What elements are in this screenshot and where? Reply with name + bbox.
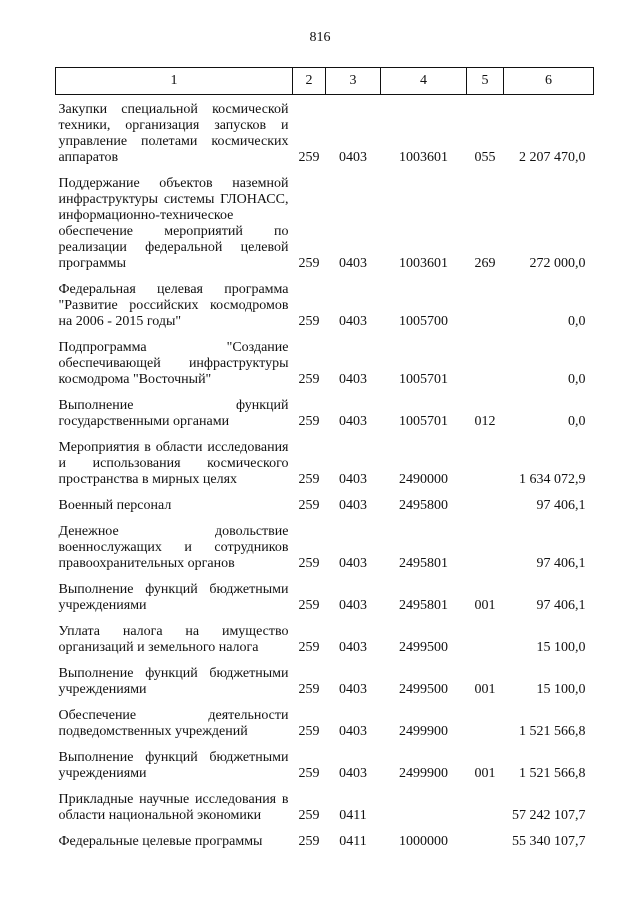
row-col-4: 2495801 bbox=[399, 556, 448, 571]
row-col-5 bbox=[467, 334, 504, 392]
row-col-6: 0,0 bbox=[568, 372, 586, 387]
row-col-4: 1005701 bbox=[399, 414, 448, 429]
row-col-2: 259 bbox=[298, 256, 320, 271]
row-name: Выполнение функций бюджетными учреждениями bbox=[58, 582, 289, 613]
table-row bbox=[56, 702, 594, 744]
row-name: Обеспечение деятельности подведомственных учреждений bbox=[58, 708, 289, 739]
row-col-2: 259 bbox=[298, 724, 320, 739]
row-col-4: 2499900 bbox=[399, 724, 448, 739]
row-col-5 bbox=[467, 828, 504, 854]
row-col-5 bbox=[467, 518, 504, 576]
row-col-3: 0403 bbox=[339, 256, 367, 271]
row-name: Выполнение функций государственными органами bbox=[58, 398, 289, 429]
column-header: 1 bbox=[56, 68, 293, 95]
row-col-6: 55 340 107,7 bbox=[512, 834, 586, 849]
row-name: Мероприятия в области исследования и использования космического пространства в мирных целях bbox=[58, 440, 289, 487]
row-col-2: 259 bbox=[298, 598, 320, 613]
row-col-2: 259 bbox=[298, 640, 320, 655]
row-col-3: 0403 bbox=[339, 598, 367, 613]
table-row bbox=[56, 492, 594, 518]
row-col-5 bbox=[467, 702, 504, 744]
row-col-3: 0403 bbox=[339, 724, 367, 739]
row-col-3: 0411 bbox=[339, 808, 367, 823]
row-col-6: 1 521 566,8 bbox=[519, 766, 586, 781]
row-col-4: 1005701 bbox=[399, 372, 448, 387]
row-name: Федеральная целевая программа "Развитие российских космодромов на 2006 - 2015 годы" bbox=[58, 282, 289, 329]
row-col-6: 97 406,1 bbox=[536, 598, 586, 613]
row-col-3: 0403 bbox=[339, 640, 367, 655]
table-row bbox=[56, 576, 594, 618]
table-row bbox=[56, 744, 594, 786]
row-col-3: 0403 bbox=[339, 150, 367, 165]
row-col-2: 259 bbox=[298, 556, 320, 571]
row-col-4 bbox=[381, 786, 467, 828]
row-col-5: 001 bbox=[474, 598, 496, 613]
row-col-4: 2499500 bbox=[399, 640, 448, 655]
row-col-3: 0403 bbox=[339, 414, 367, 429]
row-col-4: 2495800 bbox=[399, 498, 448, 513]
table-row bbox=[56, 660, 594, 702]
row-col-2: 259 bbox=[298, 472, 320, 487]
row-col-6: 272 000,0 bbox=[529, 256, 586, 271]
row-col-6: 97 406,1 bbox=[536, 556, 586, 571]
row-col-2: 259 bbox=[298, 682, 320, 697]
row-col-5: 055 bbox=[474, 150, 496, 165]
row-col-5 bbox=[467, 434, 504, 492]
column-header: 3 bbox=[326, 68, 381, 95]
table-row bbox=[56, 276, 594, 334]
row-name: Уплата налога на имущество организаций и земельного налога bbox=[58, 624, 289, 655]
row-col-6: 15 100,0 bbox=[536, 682, 586, 697]
row-name: Выполнение функций бюджетными учреждениями bbox=[58, 666, 289, 697]
column-number-header bbox=[56, 68, 594, 95]
row-col-5: 269 bbox=[474, 256, 496, 271]
row-name: Денежное довольствие военнослужащих и сотрудников правоохранительных органов bbox=[58, 524, 289, 571]
row-col-2: 259 bbox=[298, 808, 320, 823]
page-number: 816 bbox=[309, 30, 331, 45]
row-col-6: 0,0 bbox=[568, 314, 586, 329]
row-col-5 bbox=[467, 618, 504, 660]
row-col-3: 0403 bbox=[339, 556, 367, 571]
row-col-3: 0403 bbox=[339, 372, 367, 387]
row-name: Подпрограмма "Создание обеспечивающей инфраструктуры космодрома "Восточный" bbox=[58, 340, 289, 387]
table-row bbox=[56, 334, 594, 392]
column-header: 5 bbox=[467, 68, 504, 95]
table-row bbox=[56, 170, 594, 276]
row-col-3: 0411 bbox=[339, 834, 367, 849]
row-col-2: 259 bbox=[298, 150, 320, 165]
row-col-4: 2490000 bbox=[399, 472, 448, 487]
row-col-4: 2499900 bbox=[399, 766, 448, 781]
row-col-2: 259 bbox=[298, 834, 320, 849]
table-body bbox=[56, 95, 594, 855]
row-col-6: 1 634 072,9 bbox=[519, 472, 586, 487]
row-col-5 bbox=[467, 276, 504, 334]
row-col-3: 0403 bbox=[339, 472, 367, 487]
table-row bbox=[56, 828, 594, 854]
row-col-4: 1003601 bbox=[399, 150, 448, 165]
row-col-3: 0403 bbox=[339, 766, 367, 781]
row-col-5: 012 bbox=[474, 414, 496, 429]
row-name: Выполнение функций бюджетными учреждениями bbox=[58, 750, 289, 781]
column-header: 2 bbox=[293, 68, 326, 95]
row-col-2: 259 bbox=[298, 314, 320, 329]
row-name: Прикладные научные исследования в области национальной экономики bbox=[58, 792, 289, 823]
table-row bbox=[56, 434, 594, 492]
table-row bbox=[56, 518, 594, 576]
row-col-4: 1003601 bbox=[399, 256, 448, 271]
table-row bbox=[56, 392, 594, 434]
column-header: 4 bbox=[381, 68, 467, 95]
row-name: Федеральные целевые программы bbox=[58, 834, 263, 849]
row-col-2: 259 bbox=[298, 498, 320, 513]
row-col-3: 0403 bbox=[339, 682, 367, 697]
row-name: Поддержание объектов наземной инфраструктуры системы ГЛОНАСС, информационно-техническое обеспечение мероприятий по реализации федеральной целевой программы bbox=[58, 176, 289, 271]
row-col-2: 259 bbox=[298, 766, 320, 781]
row-col-6: 1 521 566,8 bbox=[519, 724, 586, 739]
row-col-6: 57 242 107,7 bbox=[512, 808, 586, 823]
row-name: Закупки специальной космической техники, организация запусков и управление полетами космических аппаратов bbox=[58, 102, 289, 165]
row-col-5 bbox=[467, 786, 504, 828]
row-col-6: 2 207 470,0 bbox=[519, 150, 586, 165]
row-name: Военный персонал bbox=[58, 498, 172, 513]
table-row bbox=[56, 786, 594, 828]
row-col-5: 001 bbox=[474, 766, 496, 781]
row-col-3: 0403 bbox=[339, 498, 367, 513]
row-col-3: 0403 bbox=[339, 314, 367, 329]
row-col-6: 15 100,0 bbox=[536, 640, 586, 655]
row-col-5 bbox=[467, 492, 504, 518]
row-col-4: 2499500 bbox=[399, 682, 448, 697]
row-col-4: 1005700 bbox=[399, 314, 448, 329]
column-header: 6 bbox=[504, 68, 594, 95]
row-col-2: 259 bbox=[298, 372, 320, 387]
row-col-5: 001 bbox=[474, 682, 496, 697]
row-col-4: 2495801 bbox=[399, 598, 448, 613]
budget-table bbox=[55, 67, 594, 854]
table-row bbox=[56, 618, 594, 660]
row-col-2: 259 bbox=[298, 414, 320, 429]
row-col-6: 0,0 bbox=[568, 414, 586, 429]
table-row bbox=[56, 95, 594, 171]
row-col-6: 97 406,1 bbox=[536, 498, 586, 513]
row-col-4: 1000000 bbox=[399, 834, 448, 849]
